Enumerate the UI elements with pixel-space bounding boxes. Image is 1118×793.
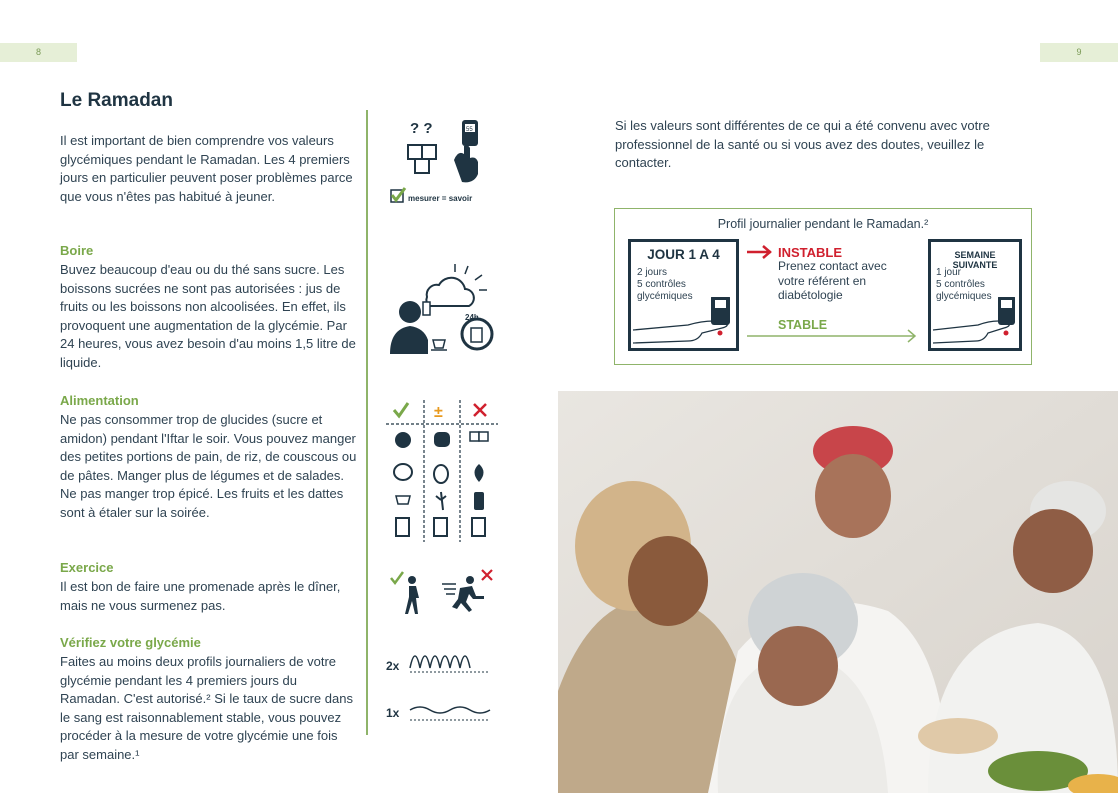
cross-icon [482,570,492,580]
hand-meter-icon [631,297,736,347]
page-number-left: 8 [0,43,77,62]
measure-icon-group [388,115,498,210]
page-number-right: 9 [1040,43,1118,62]
section-heading-glycemia: Vérifiez votre glycémie [60,635,201,650]
contact-note: Si les valeurs sont différentes de ce qui a été convenu avec votre professionnel de la santé ou si vous avez des doutes, veuillez le contacter. [615,118,990,170]
check-icon [394,403,408,416]
section-text-exercise: Il est bon de faire une promenade après le dîner, mais ne vous surmenez pas. [60,579,341,613]
bottle-icon [474,492,484,510]
drinking-icon [385,262,500,357]
measure-caption: mesurer = savoir [408,194,473,203]
wheat-icon [436,492,446,510]
sugar-cubes-icon [408,145,436,173]
frequency-graphs [386,642,498,732]
section-text-food: Ne pas consommer trop de glucides (sucre et amidon) pendant l'Iftar le soir. Vous pouvez manger des petites portions de pain, de riz, de couscous ou de pâtes. Manger plus de légumes et de salades. Ne pas manger trop épicé. Les fruits et les dattes sont à étaler sur la soirée. [60,412,357,520]
unstable-label: INSTABLE [778,245,843,260]
frequency-2x-label: 2x [386,659,400,673]
juice-glass-icon [434,518,447,536]
section-text-glycemia: Faites au moins deux profils journaliers de votre glycémie pendant les 4 premiers jours du Ramadan. C'est autorisé.² Si le taux de sucre dans le sang est raisonnablement stable, vous pouvez procéder à la mesure de votre glycémie une fois par semaine.¹ [60,654,353,762]
page-title: Le Ramadan [60,90,173,111]
section-text-drink: Buvez beaucoup d'eau ou du thé sans sucre. Les boissons sucrées ne sont pas autorisées : jus de fruits ou les boissons non alcoolisées. En effet, ils provoquent une augmentation de la glycémie. Par 24 heures, vous avez besoin d'au moins 1,5 litre de liquide. [60,262,356,370]
checkbox-icon [391,188,405,202]
box-day-1-4 [628,239,739,351]
onion-icon [475,464,484,482]
broccoli-icon [395,432,411,448]
box-day-1-4-text: 2 jours 5 contrôles glycémiques [637,267,693,302]
intro-text: Il est important de bien comprendre vos valeurs glycémiques pendant le Ramadan. Les 4 premiers jours en particulier peuvent poser problèmes parce que vous n'êtes pas habitué à jeuner. [60,133,353,204]
hand-meter-icon [931,297,1021,347]
glucose-meter-icon [454,120,478,182]
daily-profile-diagram [614,208,1032,365]
unstable-text: Prenez contact avec votre référent en diabétologie [778,259,887,302]
column-divider [366,110,368,735]
teacup-icon [431,340,447,350]
running-person-icon [442,576,484,612]
cabbage-icon [394,464,412,480]
person-drinking-icon [390,301,430,354]
section-heading-exercise: Exercice [60,560,114,575]
box-day-1-4-title: JOUR 1 A 4 [647,247,720,262]
frequency-1x-label: 1x [386,706,400,720]
svg-text:55: 55 [466,127,473,133]
box-next-week [928,239,1022,351]
sugar-icon [470,432,479,441]
family-meal-photo [558,391,1118,793]
sun-cloud-icon [426,264,487,306]
wave-2x-icon [410,656,470,668]
stable-label: STABLE [778,318,828,332]
wave-1x-icon [410,707,490,713]
arrow-right-red-icon [745,244,777,260]
tea-icon [396,496,410,504]
section-heading-food: Alimentation [60,393,139,408]
cross-icon [474,404,486,416]
exercise-icon [388,566,498,618]
check-icon [391,572,403,583]
arrow-right-green-icon [745,328,920,344]
soda-glass-icon [472,518,485,536]
water-glass-icon [396,518,409,536]
bread-icon [434,432,450,447]
box-next-week-text: 1 jour 5 contrôles glycémiques [936,267,992,302]
plus-minus-icon: ± [434,404,443,421]
section-heading-drink: Boire [60,243,94,258]
food-grid-icon [386,400,498,542]
clock-24h-icon [462,313,492,349]
box-next-week-title: SEMAINE SUIVANTE [952,250,998,270]
question-marks-icon: ? ? [410,120,433,137]
profile-title: Profil journalier pendant le Ramadan.² [717,217,929,231]
pear-icon [434,465,448,483]
svg-text:24h: 24h [465,313,479,322]
walking-person-icon [405,576,419,614]
